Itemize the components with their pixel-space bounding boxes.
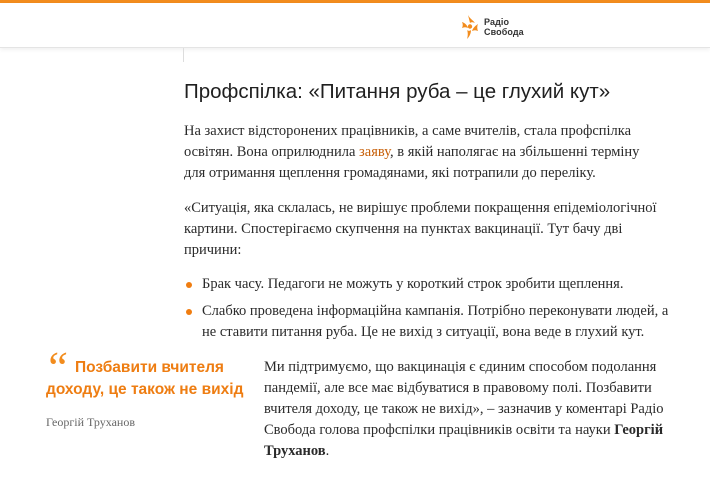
- pull-quote-author: Георгій Труханов: [46, 415, 135, 429]
- statement-link[interactable]: заяву: [359, 144, 391, 160]
- site-header: [0, 3, 710, 48]
- logo-wordmark: [484, 17, 524, 37]
- bullet-dot-icon: [186, 282, 192, 288]
- paragraph-1-text-b: , в якій наполягає на збільшенні терміну для отримання щеплення громадянами, які потрапили до переліку.: [184, 144, 640, 181]
- paragraph-1-text-a: На захист відсторонених працівників, а саме вчителів, стала профспілка освітян. Вона оприлюднила: [184, 123, 632, 160]
- quote-mark-icon: “: [44, 343, 69, 392]
- paragraph-3-text: Ми підтримуємо, що вакцинація є єдиним способом подолання пандемії, але все має відбуватися в правовому полі. Позбавити вчителя доходу, це також не вихід», – зазначив у коментарі Радіо Свобода голова профспілки працівників освіти та науки: [264, 359, 664, 438]
- reasons-list: [184, 274, 674, 349]
- site-logo[interactable]: [459, 11, 524, 43]
- paragraph-3: [264, 357, 684, 462]
- paragraph-2: «Ситуація, яка склалась, не вирішує проблеми покращення епідеміологічної картини. Спостерігаємо скупчення на пунктах вакцинації. Тут бачу дві причини:: [184, 200, 657, 258]
- bullet-dot-icon: [186, 309, 192, 315]
- logo-line-1: Радіо: [484, 17, 510, 27]
- flame-logo-icon: [459, 14, 481, 40]
- logo-line-2: Свобода: [484, 27, 524, 37]
- list-item: [184, 274, 674, 295]
- list-item-text: Слабко проведена інформаційна кампанія. Потрібно переконувати людей, а не ставити питання руба. Це не вихід з ситуації, вона веде в глухий кут.: [202, 303, 669, 340]
- content-divider: [183, 48, 184, 62]
- pull-quote-line-2: доходу, це також не вихід: [46, 381, 244, 398]
- speaker-name: Георгій Труханов: [264, 422, 664, 459]
- section-title: Профспілка: «Питання руба – це глухий кут»: [184, 80, 611, 103]
- paragraph-3-end: .: [325, 443, 330, 459]
- pull-quote-line-1: Позбавити вчителя: [75, 359, 224, 376]
- list-item: [184, 301, 674, 343]
- paragraph-1: [184, 121, 664, 184]
- list-item-text: Брак часу. Педагоги не можуть у короткий строк зробити щеплення.: [202, 276, 624, 292]
- pull-quote: [46, 357, 255, 401]
